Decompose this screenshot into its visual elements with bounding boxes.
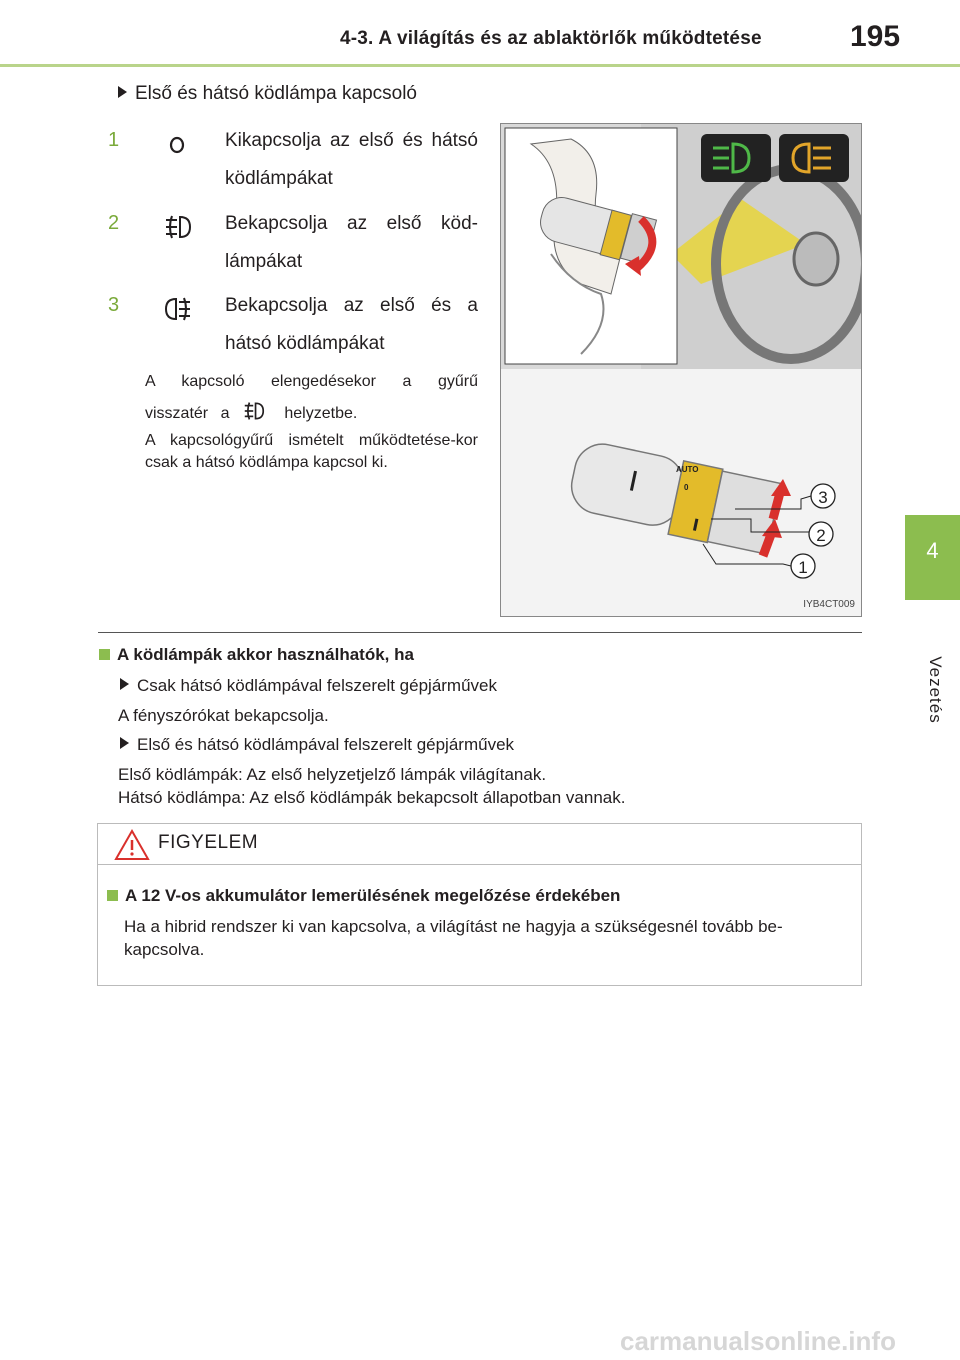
figure-zero-label: 0 (684, 483, 689, 492)
triangle-bullet-icon (118, 86, 127, 98)
intro-heading-text: Első és hátsó ködlámpa kapcsoló (135, 83, 417, 104)
section-title: 4-3. A világítás és az ablaktörlők működtetése (340, 28, 762, 49)
header-rule (0, 64, 960, 67)
item-text-1: Kikapcsolja az első és hátsó ködlámpákat (225, 130, 478, 189)
square-bullet-icon (107, 890, 118, 901)
callout-2: 2 (816, 526, 826, 545)
note-1-text: A kapcsoló elengedésekor a gyűrű visszatér a (145, 373, 478, 422)
warning-heading-text: A 12 V-os akkumulátor lemerülésének megelőzése érdekében (125, 886, 621, 905)
sub1-text: A fényszórókat bekapcsolja. (118, 706, 329, 725)
warning-title: FIGYELEM (158, 832, 259, 853)
intro-heading (118, 79, 417, 109)
chapter-label: Vezetés (926, 656, 945, 724)
sub1-heading (120, 676, 497, 696)
figure-code: IYB4CT009 (803, 599, 855, 610)
sub2-line-1: Első ködlámpák: Az első helyzetjelző lámpák világítanak. (118, 765, 547, 784)
warning-triangle-icon (114, 829, 150, 866)
section-heading (99, 645, 414, 665)
item-number-3: 3 (108, 294, 120, 316)
sub2-line-2: Hátsó ködlámpa: Az első ködlámpák bekapcsolt állapotban vannak. (118, 788, 626, 807)
triangle-bullet-icon (120, 678, 129, 690)
warning-divider (98, 864, 861, 865)
square-bullet-icon (99, 649, 110, 660)
note-1 (145, 366, 478, 430)
note-1-text-end: helyzetbe. (284, 405, 358, 422)
watermark: carmanualsonline.info (620, 1326, 896, 1356)
callout-3: 3 (818, 488, 828, 507)
note-2: A kapcsológyűrű ismételt működtetése-kor csak a hátsó ködlámpa kapcsol ki. (145, 432, 478, 471)
sub2-heading (120, 735, 514, 755)
item-text-3: Bekapcsolja az első és a hátsó ködlámpákat (225, 295, 478, 354)
warning-text: Ha a hibrid rendszer ki van kapcsolva, a világítást ne hagyja a szükségesnél tovább be-kapcsolva. (124, 917, 783, 959)
item-text-2: Bekapcsolja az első köd-lámpákat (225, 213, 478, 272)
section-heading-text: A ködlámpák akkor használhatók, ha (117, 645, 414, 664)
sub1-heading-text: Csak hátsó ködlámpával felszerelt gépjárművek (137, 676, 498, 695)
front-fog-icon (163, 214, 193, 245)
chapter-number: 4 (926, 538, 939, 563)
warning-heading (107, 886, 620, 906)
fog-switch-figure (500, 123, 862, 617)
rear-fog-icon (163, 296, 193, 327)
front-fog-icon (242, 401, 272, 419)
figure-auto-label: AUTO (676, 465, 699, 474)
item-number-2: 2 (108, 212, 120, 234)
triangle-bullet-icon (120, 737, 129, 749)
item-number-1: 1 (108, 129, 120, 151)
callout-1: 1 (798, 558, 808, 577)
page-number: 195 (850, 20, 901, 53)
sub2-heading-text: Első és hátsó ködlámpával felszerelt gépjárművek (137, 735, 515, 754)
off-icon (167, 134, 187, 159)
section-rule (98, 632, 862, 633)
